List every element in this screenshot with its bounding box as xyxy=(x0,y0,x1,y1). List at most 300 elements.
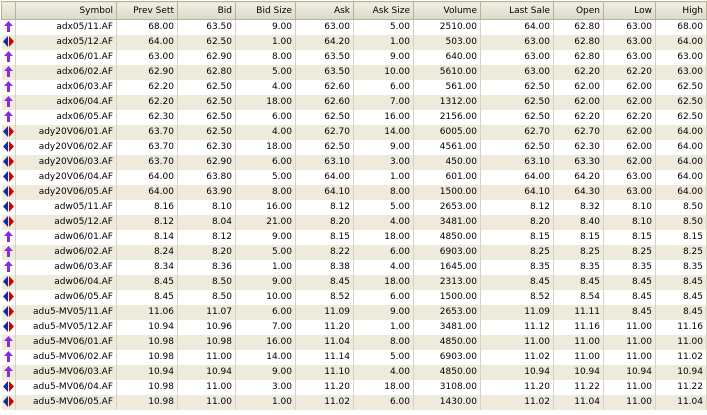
trend-icon-cell xyxy=(2,200,16,215)
table-row[interactable] xyxy=(2,140,707,155)
ask-size-cell: 1.00 xyxy=(354,35,414,50)
last-sale-cell: 62.50 xyxy=(481,95,554,110)
high-cell: 11.00 xyxy=(656,335,707,350)
table-row[interactable] xyxy=(2,200,707,215)
symbol-cell: adw06/01.AF xyxy=(16,230,117,245)
volume-cell: 450.00 xyxy=(414,155,481,170)
prev-sett-cell: 8.45 xyxy=(117,275,178,290)
ask-cell: 11.10 xyxy=(296,365,354,380)
table-row[interactable] xyxy=(2,275,707,290)
low-cell: 63.00 xyxy=(604,50,656,65)
symbol-cell: adx06/04.AF xyxy=(16,95,117,110)
open-cell: 62.80 xyxy=(554,35,604,50)
column-header-volume[interactable]: Volume xyxy=(414,2,481,20)
symbol-cell: adw06/05.AF xyxy=(16,290,117,305)
open-cell: 11.00 xyxy=(554,335,604,350)
bid-ask-triangles-icon xyxy=(3,186,14,197)
last-sale-cell: 64.00 xyxy=(481,170,554,185)
high-cell: 8.35 xyxy=(656,260,707,275)
prev-sett-cell: 8.45 xyxy=(117,290,178,305)
last-sale-cell: 11.02 xyxy=(481,395,554,410)
trend-icon-cell xyxy=(2,65,16,80)
prev-sett-cell: 63.70 xyxy=(117,140,178,155)
open-cell: 10.94 xyxy=(554,365,604,380)
table-row[interactable] xyxy=(2,50,707,65)
table-row[interactable] xyxy=(2,320,707,335)
symbol-cell: adx06/02.AF xyxy=(16,65,117,80)
prev-sett-cell: 64.00 xyxy=(117,35,178,50)
open-cell: 8.25 xyxy=(554,245,604,260)
ask-size-cell: 8.00 xyxy=(354,335,414,350)
last-sale-cell: 11.09 xyxy=(481,305,554,320)
ask-cell: 63.10 xyxy=(296,155,354,170)
bid-size-cell: 9.00 xyxy=(236,275,296,290)
ask-cell: 64.20 xyxy=(296,35,354,50)
trend-icon-cell xyxy=(2,260,16,275)
table-row[interactable] xyxy=(2,80,707,95)
table-row[interactable] xyxy=(2,35,707,50)
volume-cell: 3108.00 xyxy=(414,380,481,395)
low-cell: 11.00 xyxy=(604,350,656,365)
symbol-cell: adw06/03.AF xyxy=(16,260,117,275)
ask-size-cell: 14.00 xyxy=(354,125,414,140)
ask-cell: 11.04 xyxy=(296,335,354,350)
last-sale-cell: 10.94 xyxy=(481,365,554,380)
bid-ask-triangles-icon xyxy=(3,36,14,47)
table-row[interactable] xyxy=(2,125,707,140)
column-header-bid-size[interactable]: Bid Size xyxy=(236,2,296,20)
table-row[interactable] xyxy=(2,215,707,230)
trend-icon-cell xyxy=(2,35,16,50)
prev-sett-cell: 64.00 xyxy=(117,185,178,200)
ask-cell: 11.02 xyxy=(296,395,354,410)
column-header-symbol[interactable]: Symbol xyxy=(16,2,117,20)
symbol-cell: adx06/03.AF xyxy=(16,80,117,95)
high-cell: 64.00 xyxy=(656,125,707,140)
table-row[interactable] xyxy=(2,20,707,36)
table-row[interactable] xyxy=(2,290,707,305)
table-row[interactable] xyxy=(2,335,707,350)
bid-size-cell: 10.00 xyxy=(236,290,296,305)
low-cell: 8.35 xyxy=(604,260,656,275)
symbol-cell: adu5-MV05/12.AF xyxy=(16,320,117,335)
up-arrow-icon xyxy=(4,111,13,122)
ask-size-cell: 6.00 xyxy=(354,245,414,260)
table-row[interactable] xyxy=(2,110,707,125)
open-cell: 8.15 xyxy=(554,230,604,245)
ask-size-cell: 10.00 xyxy=(354,65,414,80)
ask-cell: 8.52 xyxy=(296,290,354,305)
symbol-cell: adu5-MV06/05.AF xyxy=(16,395,117,410)
ask-cell: 8.20 xyxy=(296,215,354,230)
volume-cell: 1645.00 xyxy=(414,260,481,275)
trend-icon-cell xyxy=(2,305,16,320)
high-cell: 11.22 xyxy=(656,380,707,395)
volume-cell: 1312.00 xyxy=(414,95,481,110)
high-cell: 62.50 xyxy=(656,80,707,95)
bid-size-cell: 3.00 xyxy=(236,380,296,395)
trend-icon-cell xyxy=(2,125,16,140)
last-sale-cell: 8.25 xyxy=(481,245,554,260)
bid-size-cell: 5.00 xyxy=(236,245,296,260)
table-row[interactable] xyxy=(2,350,707,365)
volume-cell: 503.00 xyxy=(414,35,481,50)
low-cell: 63.00 xyxy=(604,185,656,200)
trend-icon-cell xyxy=(2,215,16,230)
up-arrow-icon xyxy=(4,351,13,362)
bid-cell: 10.96 xyxy=(178,320,236,335)
symbol-cell: ady20V06/03.AF xyxy=(16,155,117,170)
bid-size-cell: 21.00 xyxy=(236,215,296,230)
bid-size-cell: 14.00 xyxy=(236,350,296,365)
volume-cell: 5610.00 xyxy=(414,65,481,80)
high-cell: 11.02 xyxy=(656,350,707,365)
last-sale-cell: 63.00 xyxy=(481,50,554,65)
ask-size-cell: 9.00 xyxy=(354,305,414,320)
prev-sett-cell: 10.94 xyxy=(117,365,178,380)
volume-cell: 1500.00 xyxy=(414,185,481,200)
trend-icon-cell xyxy=(2,365,16,380)
last-sale-cell: 63.10 xyxy=(481,155,554,170)
column-header-ask-size[interactable]: Ask Size xyxy=(354,2,414,20)
ask-cell: 64.00 xyxy=(296,170,354,185)
bid-cell: 11.00 xyxy=(178,395,236,410)
table-row[interactable] xyxy=(2,260,707,275)
open-cell: 8.40 xyxy=(554,215,604,230)
symbol-cell: adu5-MV06/04.AF xyxy=(16,380,117,395)
volume-cell: 601.00 xyxy=(414,170,481,185)
low-cell: 62.00 xyxy=(604,95,656,110)
low-cell: 62.00 xyxy=(604,80,656,95)
last-sale-cell: 11.02 xyxy=(481,350,554,365)
last-sale-cell: 62.50 xyxy=(481,80,554,95)
volume-cell: 2156.00 xyxy=(414,110,481,125)
high-cell: 8.50 xyxy=(656,200,707,215)
symbol-cell: ady20V06/04.AF xyxy=(16,170,117,185)
trend-icon-cell xyxy=(2,170,16,185)
ask-size-cell: 5.00 xyxy=(354,200,414,215)
high-cell: 64.00 xyxy=(656,170,707,185)
open-cell: 62.80 xyxy=(554,50,604,65)
bid-cell: 8.36 xyxy=(178,260,236,275)
prev-sett-cell: 10.98 xyxy=(117,350,178,365)
trend-icon-cell xyxy=(2,110,16,125)
open-cell: 11.22 xyxy=(554,380,604,395)
symbol-cell: adw05/11.AF xyxy=(16,200,117,215)
low-cell: 11.00 xyxy=(604,395,656,410)
symbol-cell: adw06/04.AF xyxy=(16,275,117,290)
ask-size-cell: 7.00 xyxy=(354,95,414,110)
bid-size-cell: 6.00 xyxy=(236,305,296,320)
low-cell: 63.00 xyxy=(604,20,656,36)
ask-size-cell: 9.00 xyxy=(354,50,414,65)
column-header-low[interactable]: Low xyxy=(604,2,656,20)
high-cell: 62.50 xyxy=(656,95,707,110)
bid-ask-triangles-icon xyxy=(3,171,14,182)
ask-cell: 11.20 xyxy=(296,320,354,335)
column-header-prev-sett[interactable]: Prev Sett xyxy=(117,2,178,20)
bid-cell: 10.98 xyxy=(178,335,236,350)
bid-size-cell: 18.00 xyxy=(236,140,296,155)
last-sale-cell: 11.12 xyxy=(481,320,554,335)
low-cell: 8.25 xyxy=(604,245,656,260)
up-arrow-icon xyxy=(4,96,13,107)
low-cell: 63.00 xyxy=(604,170,656,185)
symbol-cell: adw06/02.AF xyxy=(16,245,117,260)
bid-cell: 62.80 xyxy=(178,65,236,80)
ask-cell: 8.38 xyxy=(296,260,354,275)
ask-cell: 8.12 xyxy=(296,200,354,215)
volume-cell: 6903.00 xyxy=(414,350,481,365)
bid-cell: 62.90 xyxy=(178,155,236,170)
high-cell: 63.00 xyxy=(656,50,707,65)
bid-ask-triangles-icon xyxy=(3,126,14,137)
up-arrow-icon xyxy=(4,66,13,77)
ask-cell: 8.45 xyxy=(296,275,354,290)
ask-size-cell: 9.00 xyxy=(354,140,414,155)
last-sale-cell: 62.50 xyxy=(481,110,554,125)
prev-sett-cell: 63.00 xyxy=(117,50,178,65)
last-sale-cell: 8.12 xyxy=(481,200,554,215)
open-cell: 8.32 xyxy=(554,200,604,215)
table-row[interactable] xyxy=(2,185,707,200)
trend-icon-cell xyxy=(2,335,16,350)
prev-sett-cell: 8.16 xyxy=(117,200,178,215)
column-header-ask[interactable]: Ask xyxy=(296,2,354,20)
prev-sett-cell: 63.70 xyxy=(117,155,178,170)
ask-cell: 62.60 xyxy=(296,95,354,110)
column-header-icon[interactable] xyxy=(2,2,16,20)
bid-cell: 63.90 xyxy=(178,185,236,200)
bid-ask-triangles-icon xyxy=(3,396,14,407)
open-cell: 62.80 xyxy=(554,20,604,36)
ask-cell: 62.70 xyxy=(296,125,354,140)
high-cell: 11.16 xyxy=(656,320,707,335)
prev-sett-cell: 62.20 xyxy=(117,95,178,110)
bid-size-cell: 7.00 xyxy=(236,320,296,335)
trend-icon-cell xyxy=(2,320,16,335)
volume-cell: 2510.00 xyxy=(414,20,481,36)
header-row xyxy=(2,2,707,20)
high-cell: 8.45 xyxy=(656,290,707,305)
bid-cell: 62.50 xyxy=(178,80,236,95)
trend-icon-cell xyxy=(2,185,16,200)
bid-size-cell: 9.00 xyxy=(236,230,296,245)
open-cell: 62.20 xyxy=(554,110,604,125)
ask-size-cell: 1.00 xyxy=(354,170,414,185)
symbol-cell: ady20V06/05.AF xyxy=(16,185,117,200)
bid-size-cell: 16.00 xyxy=(236,200,296,215)
symbol-cell: ady20V06/01.AF xyxy=(16,125,117,140)
bid-size-cell: 1.00 xyxy=(236,35,296,50)
up-arrow-icon xyxy=(4,336,13,347)
table-body xyxy=(2,20,707,411)
market-data-grid xyxy=(0,1,703,415)
volume-cell: 561.00 xyxy=(414,80,481,95)
ask-size-cell: 1.00 xyxy=(354,320,414,335)
bid-cell: 8.10 xyxy=(178,200,236,215)
ask-size-cell: 6.00 xyxy=(354,395,414,410)
high-cell: 64.00 xyxy=(656,140,707,155)
open-cell: 11.00 xyxy=(554,350,604,365)
open-cell: 64.30 xyxy=(554,185,604,200)
low-cell: 8.45 xyxy=(604,275,656,290)
last-sale-cell: 8.20 xyxy=(481,215,554,230)
open-cell: 64.20 xyxy=(554,170,604,185)
bid-ask-triangles-icon xyxy=(3,381,14,392)
last-sale-cell: 62.50 xyxy=(481,140,554,155)
ask-cell: 62.60 xyxy=(296,80,354,95)
ask-cell: 11.14 xyxy=(296,350,354,365)
high-cell: 8.45 xyxy=(656,305,707,320)
low-cell: 8.10 xyxy=(604,200,656,215)
ask-size-cell: 6.00 xyxy=(354,80,414,95)
up-arrow-icon xyxy=(4,246,13,257)
bid-size-cell: 8.00 xyxy=(236,50,296,65)
volume-cell: 1430.00 xyxy=(414,395,481,410)
bid-size-cell: 9.00 xyxy=(236,365,296,380)
last-sale-cell: 62.70 xyxy=(481,125,554,140)
table-row[interactable] xyxy=(2,365,707,380)
volume-cell: 2313.00 xyxy=(414,275,481,290)
symbol-cell: adx05/11.AF xyxy=(16,20,117,36)
table-row[interactable] xyxy=(2,245,707,260)
bid-cell: 8.04 xyxy=(178,215,236,230)
ask-size-cell: 5.00 xyxy=(354,350,414,365)
ask-cell: 8.15 xyxy=(296,230,354,245)
column-header-last-sale[interactable]: Last Sale xyxy=(481,2,554,20)
up-arrow-icon xyxy=(4,366,13,377)
bid-cell: 62.90 xyxy=(178,50,236,65)
prev-sett-cell: 8.14 xyxy=(117,230,178,245)
bid-size-cell: 5.00 xyxy=(236,170,296,185)
ask-cell: 64.10 xyxy=(296,185,354,200)
table-row[interactable] xyxy=(2,230,707,245)
prev-sett-cell: 64.00 xyxy=(117,170,178,185)
bid-cell: 11.07 xyxy=(178,305,236,320)
prev-sett-cell: 11.06 xyxy=(117,305,178,320)
column-header-open[interactable]: Open xyxy=(554,2,604,20)
volume-cell: 6903.00 xyxy=(414,245,481,260)
table-row[interactable] xyxy=(2,65,707,80)
open-cell: 8.35 xyxy=(554,260,604,275)
table-row[interactable] xyxy=(2,170,707,185)
bid-ask-triangles-icon xyxy=(3,141,14,152)
high-cell: 63.00 xyxy=(656,65,707,80)
low-cell: 8.45 xyxy=(604,290,656,305)
prev-sett-cell: 62.20 xyxy=(117,80,178,95)
ask-size-cell: 6.00 xyxy=(354,290,414,305)
open-cell: 11.04 xyxy=(554,395,604,410)
bid-size-cell: 18.00 xyxy=(236,95,296,110)
high-cell: 68.00 xyxy=(656,20,707,36)
volume-cell: 6005.00 xyxy=(414,125,481,140)
ask-size-cell: 4.00 xyxy=(354,260,414,275)
open-cell: 62.70 xyxy=(554,125,604,140)
bid-cell: 8.20 xyxy=(178,245,236,260)
trend-icon-cell xyxy=(2,20,16,36)
ask-cell: 62.50 xyxy=(296,110,354,125)
column-header-bid[interactable]: Bid xyxy=(178,2,236,20)
bid-ask-triangles-icon xyxy=(3,201,14,212)
bid-ask-triangles-icon xyxy=(3,321,14,332)
ask-size-cell: 8.00 xyxy=(354,185,414,200)
low-cell: 62.20 xyxy=(604,65,656,80)
ask-cell: 63.50 xyxy=(296,50,354,65)
ask-cell: 63.50 xyxy=(296,65,354,80)
last-sale-cell: 8.45 xyxy=(481,275,554,290)
bid-cell: 63.50 xyxy=(178,20,236,36)
high-cell: 11.04 xyxy=(656,395,707,410)
open-cell: 62.30 xyxy=(554,140,604,155)
bid-size-cell: 4.00 xyxy=(236,80,296,95)
symbol-cell: adx06/05.AF xyxy=(16,110,117,125)
quotes-table xyxy=(1,1,707,410)
bid-size-cell: 9.00 xyxy=(236,20,296,36)
low-cell: 8.15 xyxy=(604,230,656,245)
open-cell: 63.30 xyxy=(554,155,604,170)
symbol-cell: adu5-MV05/11.AF xyxy=(16,305,117,320)
trend-icon-cell xyxy=(2,290,16,305)
bid-ask-triangles-icon xyxy=(3,216,14,227)
high-cell: 8.50 xyxy=(656,215,707,230)
ask-size-cell: 18.00 xyxy=(354,380,414,395)
trend-icon-cell xyxy=(2,245,16,260)
prev-sett-cell: 10.94 xyxy=(117,320,178,335)
table-row[interactable] xyxy=(2,395,707,410)
last-sale-cell: 8.35 xyxy=(481,260,554,275)
bid-size-cell: 6.00 xyxy=(236,155,296,170)
open-cell: 11.11 xyxy=(554,305,604,320)
column-header-high[interactable]: High xyxy=(656,2,707,20)
ask-size-cell: 3.00 xyxy=(354,155,414,170)
low-cell: 11.00 xyxy=(604,335,656,350)
table-row[interactable] xyxy=(2,380,707,395)
volume-cell: 1500.00 xyxy=(414,290,481,305)
bid-size-cell: 5.00 xyxy=(236,65,296,80)
table-row[interactable] xyxy=(2,155,707,170)
ask-cell: 63.00 xyxy=(296,20,354,36)
symbol-cell: adu5-MV06/02.AF xyxy=(16,350,117,365)
high-cell: 10.94 xyxy=(656,365,707,380)
low-cell: 62.00 xyxy=(604,125,656,140)
ask-cell: 11.20 xyxy=(296,380,354,395)
last-sale-cell: 64.00 xyxy=(481,20,554,36)
bid-cell: 8.50 xyxy=(178,290,236,305)
trend-icon-cell xyxy=(2,80,16,95)
last-sale-cell: 8.15 xyxy=(481,230,554,245)
bid-ask-triangles-icon xyxy=(3,306,14,317)
trend-icon-cell xyxy=(2,380,16,395)
trend-icon-cell xyxy=(2,50,16,65)
last-sale-cell: 11.00 xyxy=(481,335,554,350)
ask-size-cell: 5.00 xyxy=(354,20,414,36)
high-cell: 64.00 xyxy=(656,155,707,170)
last-sale-cell: 64.10 xyxy=(481,185,554,200)
symbol-cell: ady20V06/02.AF xyxy=(16,140,117,155)
high-cell: 62.50 xyxy=(656,110,707,125)
table-row[interactable] xyxy=(2,305,707,320)
table-row[interactable] xyxy=(2,95,707,110)
volume-cell: 4850.00 xyxy=(414,365,481,380)
ask-size-cell: 18.00 xyxy=(354,230,414,245)
last-sale-cell: 11.20 xyxy=(481,380,554,395)
low-cell: 63.00 xyxy=(604,35,656,50)
symbol-cell: adx06/01.AF xyxy=(16,50,117,65)
open-cell: 11.16 xyxy=(554,320,604,335)
up-arrow-icon xyxy=(4,261,13,272)
ask-size-cell: 18.00 xyxy=(354,275,414,290)
